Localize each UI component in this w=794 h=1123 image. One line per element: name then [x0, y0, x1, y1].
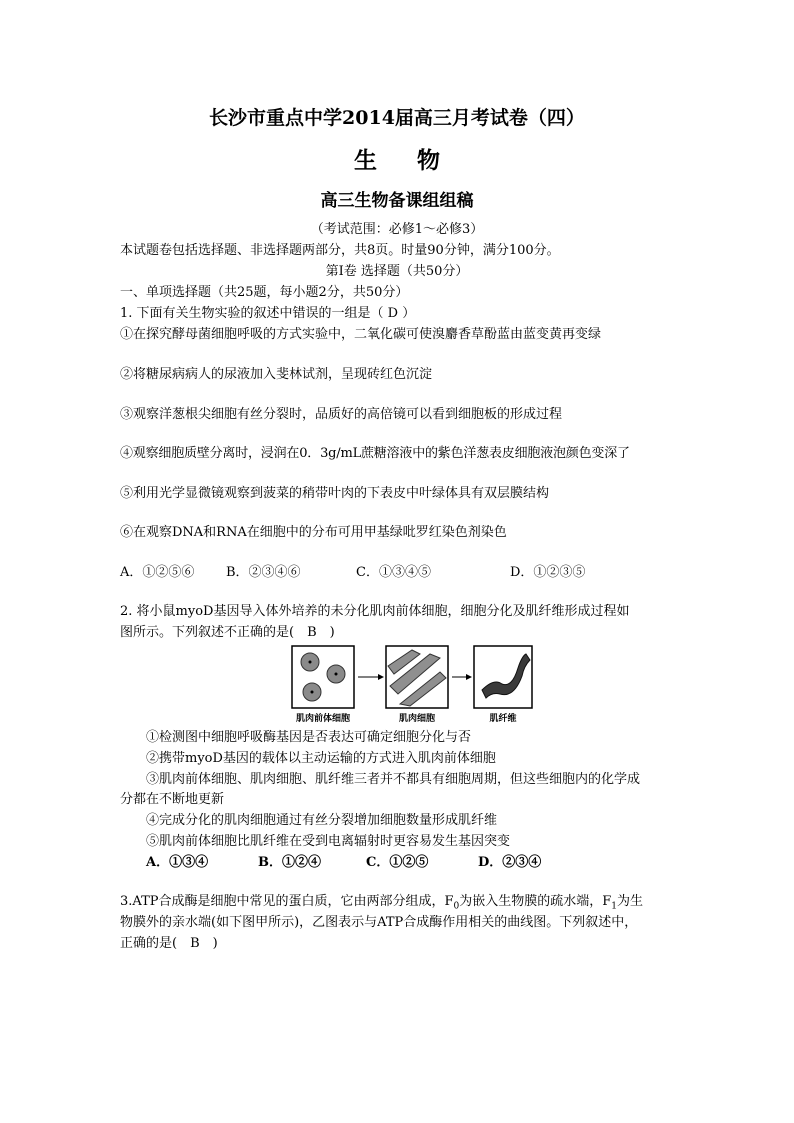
q2-item-1: ①检测图中细胞呼吸酶基因是否表达可确定细胞分化与否: [146, 730, 472, 745]
q2-stem-line1: 2. 将小鼠myoD基因导入体外培养的未分化肌肉前体细胞，细胞分化及肌纤维形成过程如: [120, 604, 630, 619]
q2-stem-line2: 图所示。下列叙述不正确的是( B ): [120, 625, 335, 640]
q2-item-2: ②携带myoD基因的载体以主动运输的方式进入肌肉前体细胞: [146, 751, 496, 766]
figure-drawing: [290, 644, 535, 724]
q1-option-b: B．②③④⑥: [226, 565, 301, 580]
q2-option-a: A．①③④: [146, 855, 209, 870]
q2-item-3: ③肌肉前体细胞、肌肉细胞、肌纤维三者并不都具有细胞周期，但这些细胞内的化学成: [146, 772, 641, 787]
q3-line1: [120, 893, 643, 916]
q1-option-c: C．①③④⑤: [356, 565, 431, 580]
q3-line1-a: 3.ATP合成酶是细胞中常见的蛋白质，它由两部分组成，F: [120, 894, 454, 909]
q3-line1-b: 为嵌入生物膜的疏水端，F: [459, 894, 612, 909]
label-muscle-cell: 肌肉细胞: [398, 714, 436, 724]
section-heading: 一、单项选择题（共25题，每小题2分，共50分）: [120, 285, 409, 300]
panel-muscle-fiber: [474, 646, 532, 708]
q3-f0-subscript: 0: [453, 901, 460, 912]
q2-item-3-cont: 分都在不断地更新: [120, 792, 225, 807]
exam-title: 长沙市重点中学2014届高三月考试卷（四）: [209, 107, 585, 129]
subject-heading: 生物: [354, 147, 480, 174]
q1-stem: 1. 下面有关生物实验的叙述中错误的一组是（ D ）: [120, 306, 416, 321]
cell-differentiation-figure: [290, 644, 535, 724]
q2-option-b: B．①②④: [258, 855, 321, 870]
q2-item-5: ⑤肌肉前体细胞比肌纤维在受到电离辐射时更容易发生基因突变: [146, 834, 511, 849]
q1-item-4: ④观察细胞质壁分离时，浸润在0．3g/mL蔗糖溶液中的紫色洋葱表皮细胞液泡颜色变深了: [120, 446, 630, 461]
q3-line3: 正确的是( B ): [120, 936, 218, 951]
q1-option-a: A．①②⑤⑥: [120, 565, 195, 580]
q1-option-d: D．①②③⑤: [510, 565, 586, 580]
q1-item-2: ②将糖尿病病人的尿液加入斐林试剂，呈现砖红色沉淀: [120, 367, 433, 382]
q3-f1-subscript: 1: [611, 901, 618, 912]
q1-item-6: ⑥在观察DNA和RNA在细胞中的分布可用甲基绿吡罗红染色剂染色: [120, 525, 507, 540]
q1-item-5: ⑤利用光学显微镜观察到菠菜的稍带叶肉的下表皮中叶绿体具有双层膜结构: [120, 486, 550, 501]
q2-option-c: C．①②⑤: [366, 855, 429, 870]
q2-item-4: ④完成分化的肌肉细胞通过有丝分裂增加细胞数量形成肌纤维: [146, 813, 498, 828]
label-muscle-fiber: 肌纤维: [489, 714, 517, 724]
exam-intro: 本试题卷包括选择题、非选择题两部分，共8页。时量90分钟，满分100分。: [120, 243, 560, 258]
label-precursor: 肌肉前体细胞: [295, 714, 351, 724]
author-group: 高三生物备课组组稿: [320, 191, 474, 211]
part-heading: 第Ⅰ卷 选择题（共50分）: [325, 264, 469, 279]
q2-option-d: D．②③④: [478, 855, 542, 870]
exam-scope: （考试范围：必修1～必修3）: [310, 222, 484, 237]
q3-line1-c: 为生: [617, 894, 644, 909]
q3-line2: 物膜外的亲水端(如下图甲所示)，乙图表示与ATP合成酶作用相关的曲线图。下列叙述中，: [120, 915, 638, 930]
q1-item-3: ③观察洋葱根尖细胞有丝分裂时，品质好的高倍镜可以看到细胞板的形成过程: [120, 407, 563, 422]
q1-item-1: ①在探究酵母菌细胞呼吸的方式实验中，二氧化碳可使溴麝香草酚蓝由蓝变黄再变绿: [120, 327, 602, 342]
